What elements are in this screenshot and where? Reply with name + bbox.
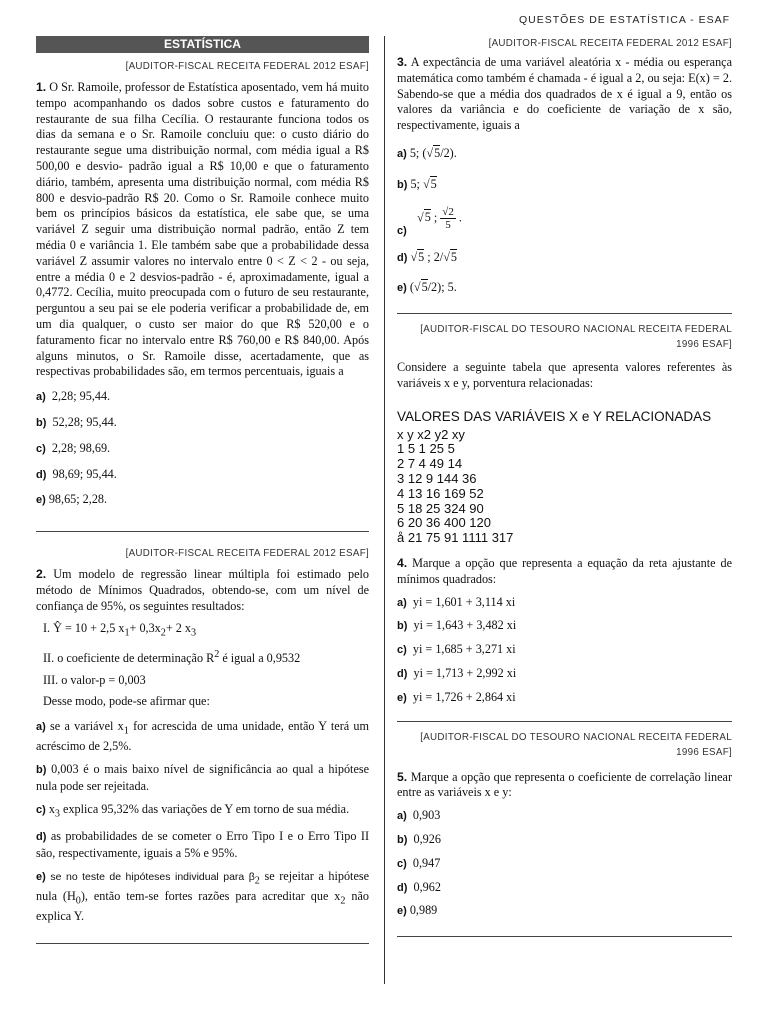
eq-sub: 2 (160, 626, 166, 638)
radicand: 5 (430, 176, 437, 191)
table-row: 6 20 36 400 120 (397, 515, 491, 531)
option-b (36, 415, 369, 432)
option-letter: d) (397, 667, 408, 680)
question-number: 2. (36, 567, 47, 582)
option-letter: c) (397, 224, 407, 237)
eq-text: II. o coeficiente de determinação R (43, 650, 215, 665)
question-number: 1. (36, 80, 47, 94)
option-text: 98,65; 2,28. (48, 492, 108, 507)
option-c (397, 204, 732, 240)
option-e (397, 903, 732, 920)
left-column (36, 36, 369, 958)
option-a (397, 146, 732, 163)
denominator: 5 (445, 218, 451, 231)
option-letter: e) (36, 870, 46, 883)
question-lead: Desse modo, pode-se afirmar que: (43, 694, 210, 709)
separator (397, 936, 732, 937)
question-text (397, 55, 732, 134)
option-text: as probabilidades de se cometer o Erro Tipo I e o Erro Tipo II são, respectivamente, iguais a 5% e 95%. (36, 829, 369, 860)
question-number: 3. (397, 55, 408, 69)
option-letter: c) (36, 803, 46, 816)
option-text: yi = 1,643 + 3,482 xi (413, 618, 517, 633)
option-b (397, 618, 732, 635)
option-text: 2,28; 98,69. (51, 440, 111, 455)
table-row: å 21 75 91 1111 317 (397, 530, 514, 546)
option-text: não explica Y. (36, 888, 370, 924)
option-letter: b) (397, 833, 408, 846)
radicand: 5 (421, 280, 428, 295)
option-b (397, 832, 732, 849)
table-row: 5 18 25 324 90 (397, 500, 484, 516)
option-text: /2). (440, 145, 457, 160)
option-letter: b) (397, 620, 408, 633)
option-e (36, 492, 369, 509)
option-b (36, 762, 369, 795)
question-body: A expectância de uma variável aleatória x - média ou esperança matemática como também é chamada - é igual a 2, ou seja: E(x) = 2. Sabendo-se que a média dos quadrados de x é igual a 9, então os valores da variância e do coeficiente de variação de x são, respectivamente, iguais a (397, 55, 732, 133)
option-letter: a) (397, 810, 407, 823)
option-letter: b) (36, 764, 47, 777)
option-letter: c) (397, 857, 407, 870)
question-body: O Sr. Ramoile, professor de Estatística aposentado, vem há muito tempo acompanhando os dados sobre custos e faturamento do restaurante de sua filha Cecília. O restaurante funciona todos os dias da semana e o Sr. Ramoile concluiu que: o custo diário do restaurante segue uma distribuição normal, com média igual a R$ 500,00 e desvio- padrão igual a R$ 10,00 e que o faturamento diário, também, apresenta uma distribuição normal, com média R$ 800 e desvio-padrão R$ 20. Como o Sr. Ramoile conhece muito bem os princípios básicos da estatística, ele sabe que, se uma variável Z seguir uma distribuição normal padrão, então Z tem média 0 e variância 1. Ele também sabe que a probabilidade dessa variável Z assumir valores no intervalo entre 0 < Z < 2 - ou seja, entre a média 0 e 2 desvios-padrão - é, aproximadamente, igual a 0,4772. Cecília, muito preocupada com o futuro de seu restaurante, perguntou a seu pai se ele poderia verificar a probabilidade de, em um dia qualquer, o custo ser maior do que R$ 520,00 e o faturamento ficar no intervalo entre R$ 760,00 e R$ 840,00. Após alguns minutos, o Sr. Ramoile disse, acertadamente, que as respectivas probabilidades são, em termos percentuais, iguais a (36, 80, 369, 379)
question-source: [AUDITOR-FISCAL RECEITA FEDERAL 2012 ESAF] (125, 548, 369, 560)
option-letter: d) (36, 468, 47, 481)
table-title: VALORES DAS VARIÁVEIS X e Y RELACIONADAS (397, 408, 712, 424)
option-d (397, 666, 732, 683)
option-text: explica 95,32% das variações de Y em torno de sua média. (60, 801, 350, 816)
option-text: 98,69; 95,44. (52, 466, 117, 481)
eq-text: + 0,3x (129, 620, 161, 635)
question-body: Marque a opção que representa a equação da reta ajustante de mínimos quadrados: (397, 555, 732, 586)
question-source: [AUDITOR-FISCAL RECEITA FEDERAL 2012 ESAF] (488, 38, 732, 49)
option-text: yi = 1,685 + 3,271 xi (412, 642, 516, 657)
option-text: /2); 5. (427, 280, 457, 295)
question-body: Marque a opção que representa o coeficiente de correlação linear entre as variáveis x e y: (397, 769, 733, 800)
eq-sup: 2 (214, 648, 220, 660)
question-1 (36, 59, 369, 509)
eq-sub: 1 (124, 626, 130, 638)
option-text: . (455, 209, 462, 224)
option-text: yi = 1,713 + 2,992 xi (413, 665, 517, 680)
option-letter: e) (397, 691, 407, 704)
question-2 (36, 546, 369, 925)
question-4 (397, 322, 732, 706)
option-text: se a variável x (50, 719, 124, 734)
option-d (397, 880, 732, 897)
option-letter: e) (397, 282, 407, 295)
option-sub: 0 (75, 895, 81, 907)
option-letter: b) (36, 416, 47, 429)
option-text: 0,962 (413, 879, 441, 894)
question-source: [AUDITOR-FISCAL DO TESOURO NACIONAL RECEITA FEDERAL 1996 ESAF] (420, 731, 732, 758)
eq-text: I. Ŷ = 10 + 2,5 x (43, 620, 125, 635)
option-text: (√ (409, 280, 421, 295)
option-letter: d) (397, 251, 408, 264)
question-source: [AUDITOR-FISCAL RECEITA FEDERAL 2012 ESAF] (125, 61, 369, 72)
option-sub: 2 (254, 875, 260, 887)
equation-pvalue: III. o valor-p = 0,003 (43, 672, 146, 687)
option-text: 0,989 (409, 903, 438, 918)
option-text: se no teste de hipóteses individual para β (50, 870, 255, 883)
section-title: ESTATÍSTICA (36, 36, 369, 53)
eq-sub: 3 (191, 626, 197, 638)
fraction (440, 206, 456, 231)
option-a (397, 808, 732, 825)
question-3 (397, 36, 732, 297)
option-text: ; 2/√ (424, 249, 450, 264)
option-text: se rejeitar a hipótese nula (H (36, 868, 370, 903)
option-math: √5 ; $\frac{√2}{5}$ . (417, 205, 462, 231)
data-table (397, 410, 732, 546)
eq-text: + 2 x (165, 620, 192, 635)
table-row: 3 12 9 144 36 (397, 470, 477, 486)
question-text (397, 770, 732, 802)
option-a (36, 389, 369, 406)
option-c (36, 802, 369, 822)
option-text: 0,947 (412, 855, 441, 870)
option-sub: 2 (340, 895, 346, 907)
option-e (36, 869, 369, 925)
option-text: x (48, 801, 55, 816)
equation-regression (43, 621, 369, 641)
option-text: 5; √ (410, 176, 430, 191)
question-text (36, 567, 369, 614)
separator (36, 943, 369, 944)
option-letter: a) (36, 391, 46, 404)
option-text: ; (430, 209, 441, 224)
option-sub: 1 (123, 725, 129, 737)
option-e (397, 280, 732, 297)
question-source: [AUDITOR-FISCAL DO TESOURO NACIONAL RECEITA FEDERAL 1996 ESAF] (420, 324, 732, 351)
question-number: 5. (397, 769, 408, 784)
option-text: ), então tem-se fortes razões para acreditar que x (80, 888, 341, 903)
option-text: 0,926 (413, 831, 441, 846)
option-d (36, 829, 369, 862)
option-a (397, 595, 732, 612)
option-letter: c) (36, 442, 46, 455)
option-c (36, 441, 369, 458)
option-letter: a) (397, 147, 407, 160)
option-text: 0,903 (412, 808, 441, 823)
equation-r2 (43, 647, 369, 667)
table-row: 1 5 1 25 5 (397, 441, 455, 457)
radicand: 5 (450, 249, 457, 264)
option-text: 52,28; 95,44. (52, 414, 117, 429)
question-text (397, 556, 732, 588)
radicand: 5 (418, 249, 425, 264)
option-b (397, 177, 732, 194)
option-text: 0,003 é o mais baixo nível de significância ao qual a hipótese nula pode ser rejeitada. (36, 762, 370, 794)
option-text: 2,28; 95,44. (51, 389, 111, 404)
option-letter: e) (36, 494, 46, 507)
option-letter: b) (397, 178, 408, 191)
question-number: 4. (397, 555, 408, 570)
table-row: 2 7 4 49 14 (397, 456, 463, 472)
option-c (397, 856, 732, 873)
table-row: 4 13 16 169 52 (397, 485, 484, 501)
question-5 (397, 730, 732, 921)
option-letter: a) (397, 596, 407, 609)
option-letter: a) (36, 721, 46, 734)
option-text: yi = 1,726 + 2,864 xi (412, 689, 516, 704)
separator (36, 531, 369, 532)
option-d: d) √5 ; 2/√5 (397, 249, 457, 264)
separator (397, 721, 732, 722)
radicand: 5 (424, 209, 431, 224)
option-letter: c) (397, 644, 407, 657)
option-letter: d) (397, 881, 408, 894)
radicand: 5 (434, 145, 441, 160)
option-letter: d) (36, 831, 47, 844)
option-a (36, 719, 369, 755)
table-header: x y x2 y2 xy (397, 426, 465, 442)
option-sub: 3 (54, 808, 60, 820)
option-letter: e) (397, 905, 407, 918)
option-e (397, 690, 732, 707)
option-text: yi = 1,601 + 3,114 xi (412, 594, 516, 609)
separator (397, 313, 732, 314)
running-header: QUESTÕES DE ESTATÍSTICA - ESAF (518, 14, 730, 26)
option-c (397, 642, 732, 659)
right-column (397, 36, 732, 951)
question-body: Um modelo de regressão linear múltipla foi estimado pelo método de Mínimos Quadrados, obtendo-se, com um nível de confiança de 95%, os seguintes resultados: (36, 567, 370, 613)
question-text (36, 80, 369, 380)
column-divider (384, 36, 385, 984)
question-intro: Considere a seguinte tabela que apresenta valores referentes às variáveis x e y, porventura relacionadas: (397, 360, 732, 390)
option-d (36, 467, 369, 484)
eq-text: é igual a 0,9532 (219, 650, 301, 665)
numerator: √2 (442, 205, 454, 218)
option-text: 5; (√ (409, 145, 434, 160)
option-text: for acrescida de uma unidade, então Y terá um acréscimo de 2,5%. (36, 719, 369, 754)
